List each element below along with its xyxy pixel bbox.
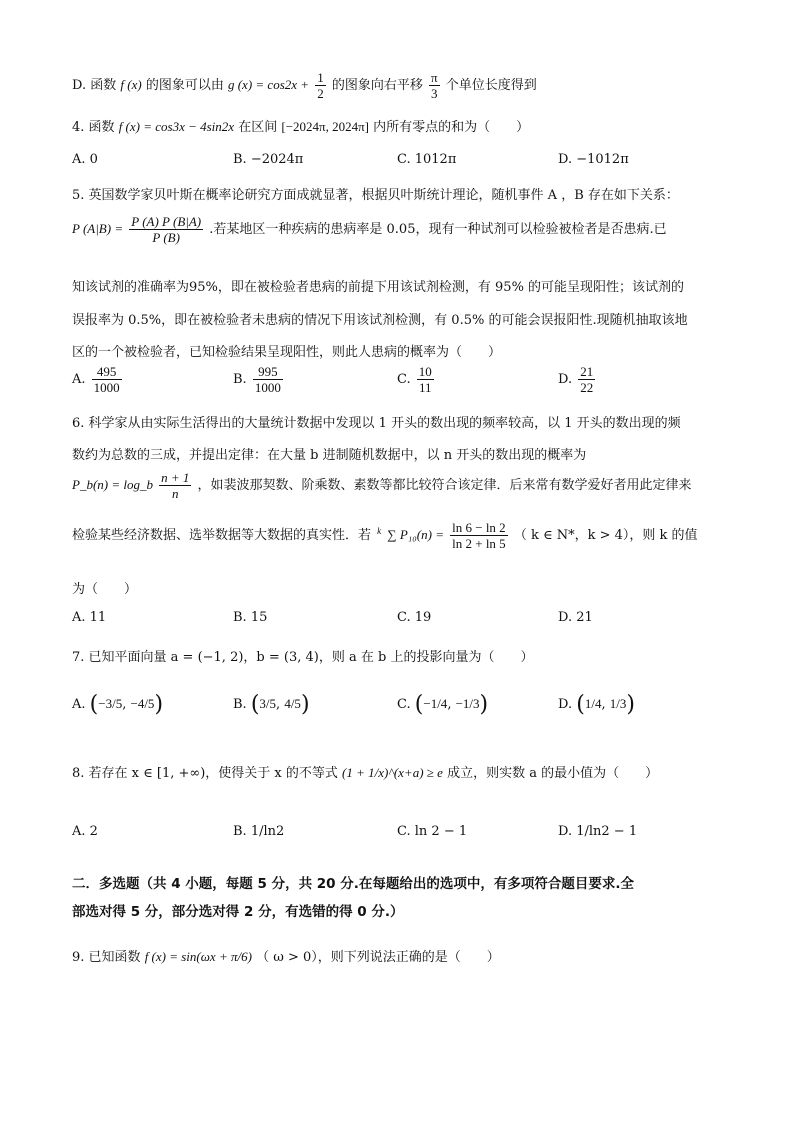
sum-limits: k xyxy=(377,525,382,536)
q4-option-b: B. −2024π xyxy=(233,152,304,167)
q6-line4 xyxy=(72,520,698,551)
text: 检验某些经济数据、选举数据等大数据的真实性．若 xyxy=(72,528,372,543)
text: .若某地区一种疾病的患病率是 0.05，现有一种试剂可以检验被检者是否患病.已 xyxy=(209,222,667,237)
text: 的图象向右平移 xyxy=(331,78,423,93)
q4-option-a: A. 0 xyxy=(72,152,98,167)
q7-stem: 7. 已知平面向量 a = (−1, 2)，b = (3, 4)，则 a 在 b 上的投影向量为（ ） xyxy=(72,650,534,665)
q5-line1: 5. 英国数学家贝叶斯在概率论研究方面成就显著，根据贝叶斯统计理论，随机事件 A ，B 存在如下关系： xyxy=(72,188,679,203)
q7-option-a: A. (−3/5, −4/5) xyxy=(72,692,164,717)
section2-heading-line1: 二．多选题（共 4 小题，每题 5 分，共 20 分.在每题给出的选项中，有多项符合题目要求.全 xyxy=(72,876,635,892)
section2-heading-line2: 部选对得 5 分，部分选对得 2 分，有选错的得 0 分.） xyxy=(72,904,404,920)
d-option-line xyxy=(72,70,537,101)
q6-option-c: C. 19 xyxy=(397,610,432,625)
math-expr: f (x) = cos3x − 4sin2x xyxy=(118,119,235,134)
q5-option-a: A. $\frac{495}{1000}$ xyxy=(72,364,120,395)
q4-option-d: D. −1012π xyxy=(558,152,629,167)
q5-option-c: C. $\frac{10}{11}$ xyxy=(397,364,432,395)
math-lhs: P (A|B) = xyxy=(72,221,124,236)
q6-option-a: A. 11 xyxy=(72,610,107,625)
math-expr: f (x) = sin(ωx + π/6) xyxy=(144,949,252,964)
text: ，如裴波那契数、阶乘数、素数等都比较符合该定律．后来常有数学爱好者用此定律来 xyxy=(197,478,692,493)
text: 9. 已知函数 xyxy=(72,950,141,965)
fraction-ln: $\frac{\ln 6 - \ln 2}{\ln 2 + \ln 5}$ xyxy=(452,520,506,551)
q9-stem xyxy=(72,946,500,965)
fraction-n1-n: $\frac{n + 1}{n}$ xyxy=(161,470,190,501)
q7-option-b: B. (3/5, 4/5) xyxy=(233,692,310,717)
q4-option-c: C. 1012π xyxy=(397,152,457,167)
q5-line2 xyxy=(72,214,667,245)
math-fx: f (x) xyxy=(120,77,142,92)
math-interval: [−2024π, 2024π] xyxy=(281,119,369,134)
q6-line1: 6. 科学家从由实际生活得出的大量统计数据中发现以 1 开头的数出现的频率较高，以 1 开头的数出现的频 xyxy=(72,416,681,431)
math-benford: P_b(n) = log_b xyxy=(72,477,153,492)
text: （ k ∈ N*，k > 4），则 k 的值 xyxy=(513,528,698,543)
text: 内所有零点的和为（ ） xyxy=(373,120,530,135)
text: 个单位长度得到 xyxy=(445,78,537,93)
q5-option-d: D. $\frac{21}{22}$ xyxy=(558,364,594,395)
text: 的图象可以由 xyxy=(145,78,224,93)
q8-stem xyxy=(72,762,658,781)
q5-line4: 误报率为 0.5%，即在被检验者未患病的情况下用该试剂检测，有 0.5% 的可能会误报阳性.现随机抽取该地 xyxy=(72,313,688,328)
math-sum: ∑ P₁₀(n) = xyxy=(387,527,444,542)
q8-option-d: D. 1/ln2 − 1 xyxy=(558,824,638,839)
bayes-fraction: $\frac{P (A) P (B|A)}{P (B)}$ xyxy=(131,214,202,245)
q8-option-a: A. 2 xyxy=(72,824,98,839)
q7-option-c: C. (−1/4, −1/3) xyxy=(397,692,489,717)
fraction-pi-3: $\frac{\pi}{3}$ xyxy=(430,70,438,101)
text: 成立，则实数 a 的最小值为（ ） xyxy=(447,766,659,781)
q6-line3 xyxy=(72,470,692,501)
math-inequality: (1 + 1/x)^(x+a) ≥ e xyxy=(342,765,443,780)
q6-option-d: D. 21 xyxy=(558,610,593,625)
q4-stem xyxy=(72,116,529,135)
q5-line5: 区的一个被检验者，已知检验结果呈现阳性，则此人患病的概率为（ ） xyxy=(72,345,502,360)
q5-option-b: B. $\frac{995}{1000}$ xyxy=(233,364,281,395)
q7-option-d: D. (1/4, 1/3) xyxy=(558,692,635,717)
q6-line5: 为（ ） xyxy=(72,582,138,597)
q6-option-b: B. 15 xyxy=(233,610,268,625)
math-gx: g (x) = cos2x + xyxy=(227,77,310,92)
q5-line3: 知该试剂的准确率为95%，即在被检验者患病的前提下用该试剂检测，有 95% 的可能呈现阳性；该试剂的 xyxy=(72,280,685,295)
text: 4. 函数 xyxy=(72,120,115,135)
text: （ ω > 0），则下列说法正确的是（ ） xyxy=(256,950,500,965)
q6-line2: 数约为总数的三成，并提出定律：在大量 b 进制随机数据中，以 n 开头的数出现的概率为 xyxy=(72,448,587,463)
text: 在区间 xyxy=(238,120,278,135)
q8-option-b: B. 1/ln2 xyxy=(233,824,285,839)
q8-option-c: C. ln 2 − 1 xyxy=(397,824,468,839)
option-label: D. 函数 xyxy=(72,78,117,93)
text: 8. 若存在 x ∈ [1, +∞)，使得关于 x 的不等式 xyxy=(72,766,338,781)
fraction-half: $\frac{1}{2}$ xyxy=(317,70,324,101)
